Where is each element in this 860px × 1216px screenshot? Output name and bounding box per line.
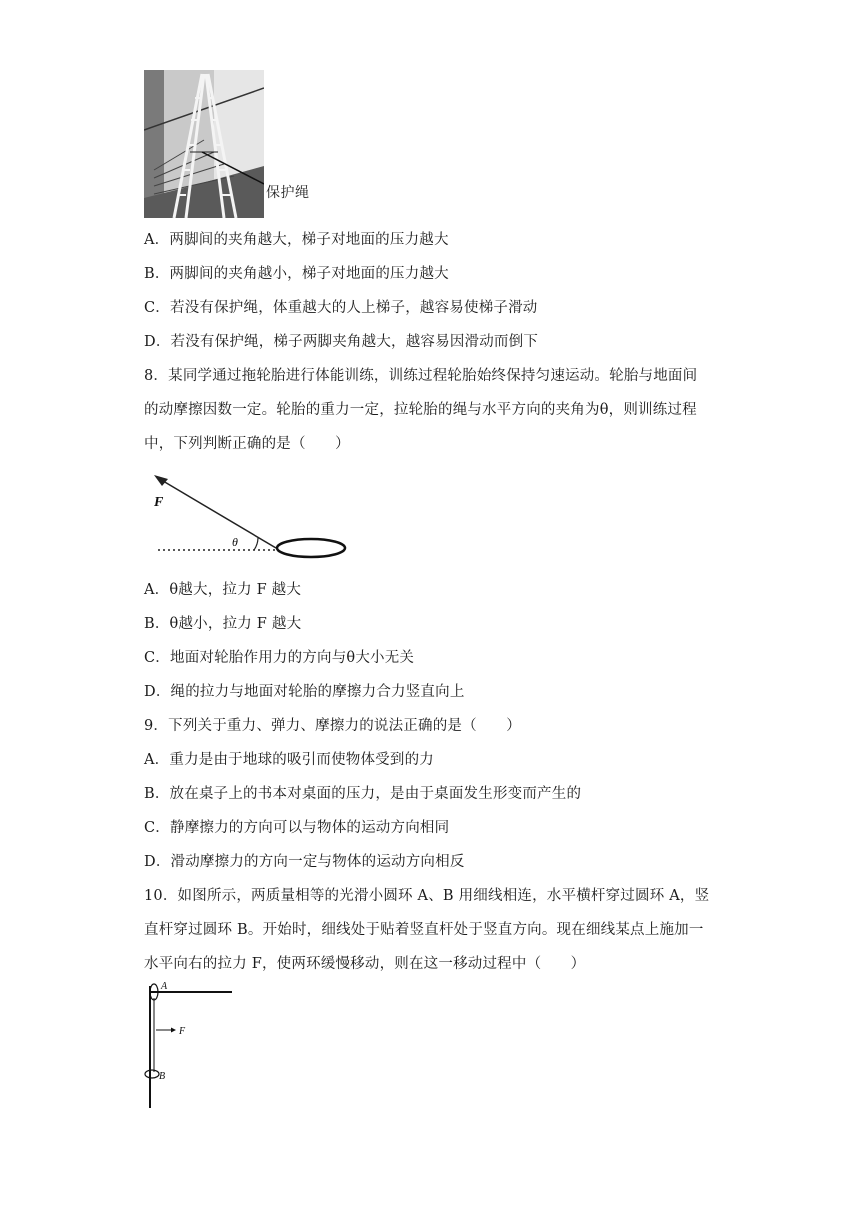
q7-option-a: A．两脚间的夹角越大，梯子对地面的压力越大 bbox=[144, 232, 449, 248]
q7-option-b: B．两脚间的夹角越小，梯子对地面的压力越大 bbox=[144, 266, 449, 282]
q8-stem-line-2: 的动摩擦因数一定。轮胎的重力一定，拉轮胎的绳与水平方向的夹角为θ，则训练过程 bbox=[144, 402, 697, 418]
q9-option-c: C．静摩擦力的方向可以与物体的运动方向相同 bbox=[144, 820, 450, 836]
angle-label: θ bbox=[232, 535, 238, 549]
q8-option-c: C．地面对轮胎作用力的方向与θ大小无关 bbox=[144, 650, 415, 666]
force-arrow-head-icon bbox=[171, 1028, 176, 1033]
q8-stem-line-1: 8．某同学通过拖轮胎进行体能训练，训练过程轮胎始终保持匀速运动。轮胎与地面间 bbox=[144, 368, 698, 384]
force-label: F bbox=[154, 495, 164, 510]
q9-stem: 9．下列关于重力、弹力、摩擦力的说法正确的是（ ） bbox=[144, 718, 521, 734]
arrow-head-icon bbox=[154, 475, 168, 486]
ladder-illustration bbox=[144, 70, 264, 218]
rope-line bbox=[158, 478, 276, 548]
q9-option-d: D．滑动摩擦力的方向一定与物体的运动方向相反 bbox=[144, 854, 465, 870]
label-f: F bbox=[179, 1026, 186, 1037]
q8-option-b: B．θ越小，拉力 F 越大 bbox=[144, 616, 302, 632]
tire-diagram bbox=[144, 464, 364, 564]
angle-arc bbox=[254, 538, 258, 550]
q10-stem-line-1: 10．如图所示，两质量相等的光滑小圆环 A、B 用细线相连，水平横杆穿过圆环 A，竖 bbox=[144, 888, 710, 904]
ring-b bbox=[145, 1070, 159, 1078]
ladder-photo bbox=[144, 70, 264, 218]
q8-stem-line-3: 中，下列判断正确的是（ ） bbox=[144, 436, 350, 452]
tire-shape bbox=[277, 539, 345, 557]
q9-option-a: A．重力是由于地球的吸引而使物体受到的力 bbox=[144, 752, 434, 768]
protective-rope-label: 保护绳 bbox=[266, 185, 310, 201]
q10-stem-line-2: 直杆穿过圆环 B。开始时，细线处于贴着竖直杆处于竖直方向。现在细线某点上施加一 bbox=[144, 922, 704, 938]
q10-stem-line-3: 水平向右的拉力 F，使两环缓慢移动，则在这一移动过程中（ ） bbox=[144, 956, 586, 972]
label-b: B bbox=[159, 1071, 166, 1082]
q8-option-a: A．θ越大，拉力 F 越大 bbox=[144, 582, 302, 598]
q7-option-d: D．若没有保护绳，梯子两脚夹角越大，越容易因滑动而倒下 bbox=[144, 334, 539, 350]
rings-diagram bbox=[140, 978, 250, 1112]
q8-option-d: D．绳的拉力与地面对轮胎的摩擦力合力竖直向上 bbox=[144, 684, 465, 700]
label-a: A bbox=[161, 981, 168, 992]
q9-option-b: B．放在桌子上的书本对桌面的压力，是由于桌面发生形变而产生的 bbox=[144, 786, 582, 802]
q7-option-c: C．若没有保护绳，体重越大的人上梯子，越容易使梯子滑动 bbox=[144, 300, 538, 316]
